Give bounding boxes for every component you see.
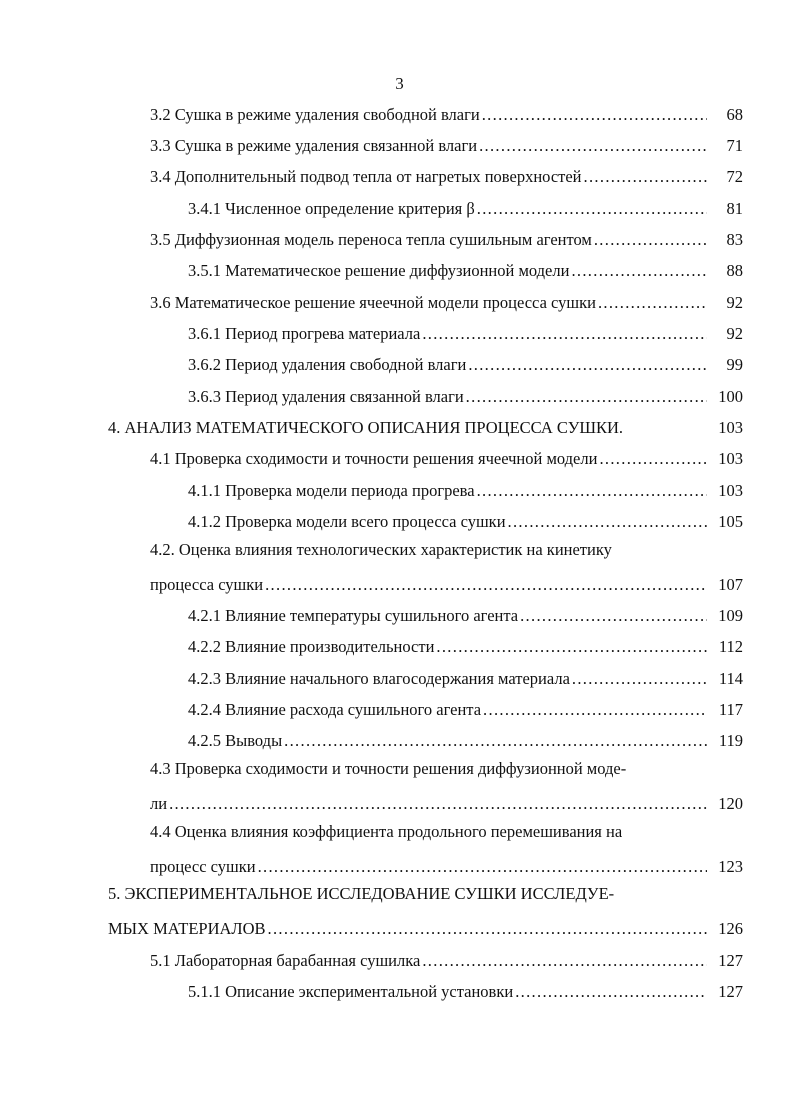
toc-entry-title: 3.5 Диффузионная модель переноса тепла сушильным агентом <box>150 230 592 249</box>
toc-entry-title: 4.2.3 Влияние начального влагосодержания материала <box>188 669 570 688</box>
toc-entry-title: 4.4 Оценка влияния коэффициента продольного перемешивания на <box>150 822 623 841</box>
toc-entry <box>188 595 743 626</box>
toc-entry-page: 103 <box>718 449 743 468</box>
toc-entry-page: 127 <box>718 982 743 1001</box>
toc-entry-page: 105 <box>718 512 743 531</box>
toc-entry <box>150 219 743 250</box>
toc-entry-title: 3.6.1 Период прогрева материала <box>188 324 421 343</box>
toc-leader-dots <box>599 449 707 469</box>
toc-entry <box>150 125 743 156</box>
toc-entry <box>108 908 743 939</box>
toc-leader-dots <box>258 857 707 877</box>
toc-entry-page: 88 <box>726 261 743 280</box>
toc-entry-page: 117 <box>718 700 743 719</box>
toc-leader-dots <box>508 512 707 532</box>
toc-leader-dots <box>169 794 707 814</box>
toc-entry-title: 4.2.2 Влияние производительности <box>188 637 435 656</box>
toc-entry <box>108 407 743 438</box>
toc-entry-title: 4. АНАЛИЗ МАТЕМАТИЧЕСКОГО ОПИСАНИЯ ПРОЦЕССА СУШКИ. <box>108 418 624 437</box>
toc-leader-dots <box>422 951 707 971</box>
toc-entry-page: 123 <box>718 857 743 876</box>
toc-entry <box>188 188 743 219</box>
toc-entry-page: 99 <box>726 355 743 374</box>
toc-entry-title: 4.1.2 Проверка модели всего процесса сушки <box>188 512 506 531</box>
toc-entry-title: 5.1.1 Описание экспериментальной установки <box>188 982 514 1001</box>
toc-entry-page: 83 <box>726 230 743 249</box>
toc-entry-title: 4.2.5 Выводы <box>188 731 283 750</box>
toc-entry-page: 120 <box>718 794 743 813</box>
toc-leader-dots <box>571 261 707 281</box>
toc-entry-title: 4.1.1 Проверка модели периода прогрева <box>188 481 475 500</box>
toc-entry <box>188 344 743 375</box>
toc-entry-continuation: процесс сушки <box>150 857 256 876</box>
toc-entry <box>188 313 743 344</box>
toc-leader-dots <box>422 324 707 344</box>
toc-entry-title: 5.1 Лабораторная барабанная сушилка <box>150 951 421 970</box>
toc-entry-title: 4.2. Оценка влияния технологических характеристик на кинетику <box>150 540 612 559</box>
toc-leader-dots <box>584 167 707 187</box>
toc-entry <box>188 470 743 501</box>
toc-entry <box>150 940 743 971</box>
toc-entry-page: 112 <box>718 637 743 656</box>
toc-entry-continuation: МЫХ МАТЕРИАЛОВ <box>108 919 266 938</box>
toc-entry <box>150 156 743 187</box>
toc-leader-dots <box>479 136 707 156</box>
toc-entry-page: 81 <box>726 199 743 218</box>
toc-leader-dots <box>594 230 707 250</box>
toc-entry-title: 5. ЭКСПЕРИМЕНТАЛЬНОЕ ИССЛЕДОВАНИЕ СУШКИ ИССЛЕДУЕ- <box>108 884 615 903</box>
toc-entry-page: 126 <box>718 919 743 938</box>
toc-leader-dots <box>284 731 707 751</box>
toc-entry-title: 3.2 Сушка в режиме удаления свободной влаги <box>150 105 480 124</box>
toc-entry <box>188 720 743 751</box>
toc-leader-dots <box>515 982 707 1002</box>
toc-leader-dots <box>466 387 707 407</box>
toc-entry <box>150 94 743 125</box>
toc-entry-title: 3.3 Сушка в режиме удаления связанной влаги <box>150 136 478 155</box>
toc-entry-title: 4.1 Проверка сходимости и точности решения ячеечной модели <box>150 449 598 468</box>
toc-entry-page: 100 <box>718 387 743 406</box>
toc-entry-title: 4.2.1 Влияние температуры сушильного агента <box>188 606 519 625</box>
toc-leader-dots <box>572 669 707 689</box>
toc-leader-dots <box>520 606 707 626</box>
toc-entry-page: 103 <box>718 481 743 500</box>
toc-entry-page: 107 <box>718 575 743 594</box>
toc-entry-title: 3.6 Математическое решение ячеечной модели процесса сушки <box>150 293 596 312</box>
toc-leader-dots <box>477 481 707 501</box>
toc-leader-dots <box>483 700 707 720</box>
toc-entry-page: 68 <box>726 105 743 124</box>
toc-entry <box>150 282 743 313</box>
toc-entry <box>188 971 743 1002</box>
toc-entry-title: 3.4 Дополнительный подвод тепла от нагретых поверхностей <box>150 167 582 186</box>
toc-entry <box>150 438 743 469</box>
toc-entry <box>188 626 743 657</box>
toc-entry-page: 119 <box>718 731 743 750</box>
toc-entry <box>188 250 743 281</box>
toc-entry-page: 92 <box>726 293 743 312</box>
toc-entry-title: 3.6.3 Период удаления связанной влаги <box>188 387 464 406</box>
toc-entry-page: 71 <box>726 136 743 155</box>
toc-entry-title: 4.2.4 Влияние расхода сушильного агента <box>188 700 482 719</box>
toc-entry-page: 127 <box>718 951 743 970</box>
toc-leader-dots <box>268 919 707 939</box>
toc-entry-title: 3.6.2 Период удаления свободной влаги <box>188 355 467 374</box>
toc-entry <box>150 564 743 595</box>
toc-leader-dots <box>598 293 707 313</box>
toc-entry-page: 109 <box>718 606 743 625</box>
toc-entry <box>188 689 743 720</box>
toc-leader-dots <box>265 575 707 595</box>
toc-leader-dots <box>436 637 707 657</box>
toc-entry-continuation: ли <box>150 794 168 813</box>
toc-leader-dots <box>477 199 707 219</box>
toc-entry-continuation: процесса сушки <box>150 575 264 594</box>
toc-entry <box>188 376 743 407</box>
toc-entry-title: 4.3 Проверка сходимости и точности решения диффузионной моде- <box>150 759 627 778</box>
toc-entry-page: 72 <box>726 167 743 186</box>
toc-entry <box>188 658 743 689</box>
toc-entry <box>188 501 743 532</box>
toc-entry-page: 103 <box>718 418 743 437</box>
toc-entry <box>150 846 743 877</box>
toc-entry-page: 92 <box>726 324 743 343</box>
toc-entry-title: 3.5.1 Математическое решение диффузионной модели <box>188 261 570 280</box>
page-number: 3 <box>395 74 404 93</box>
toc-leader-dots <box>482 105 707 125</box>
toc-entry-title: 3.4.1 Численное определение критерия β <box>188 199 475 218</box>
toc-leader-dots <box>468 355 707 375</box>
toc-entry <box>150 783 743 814</box>
toc-entry-page: 114 <box>718 669 743 688</box>
